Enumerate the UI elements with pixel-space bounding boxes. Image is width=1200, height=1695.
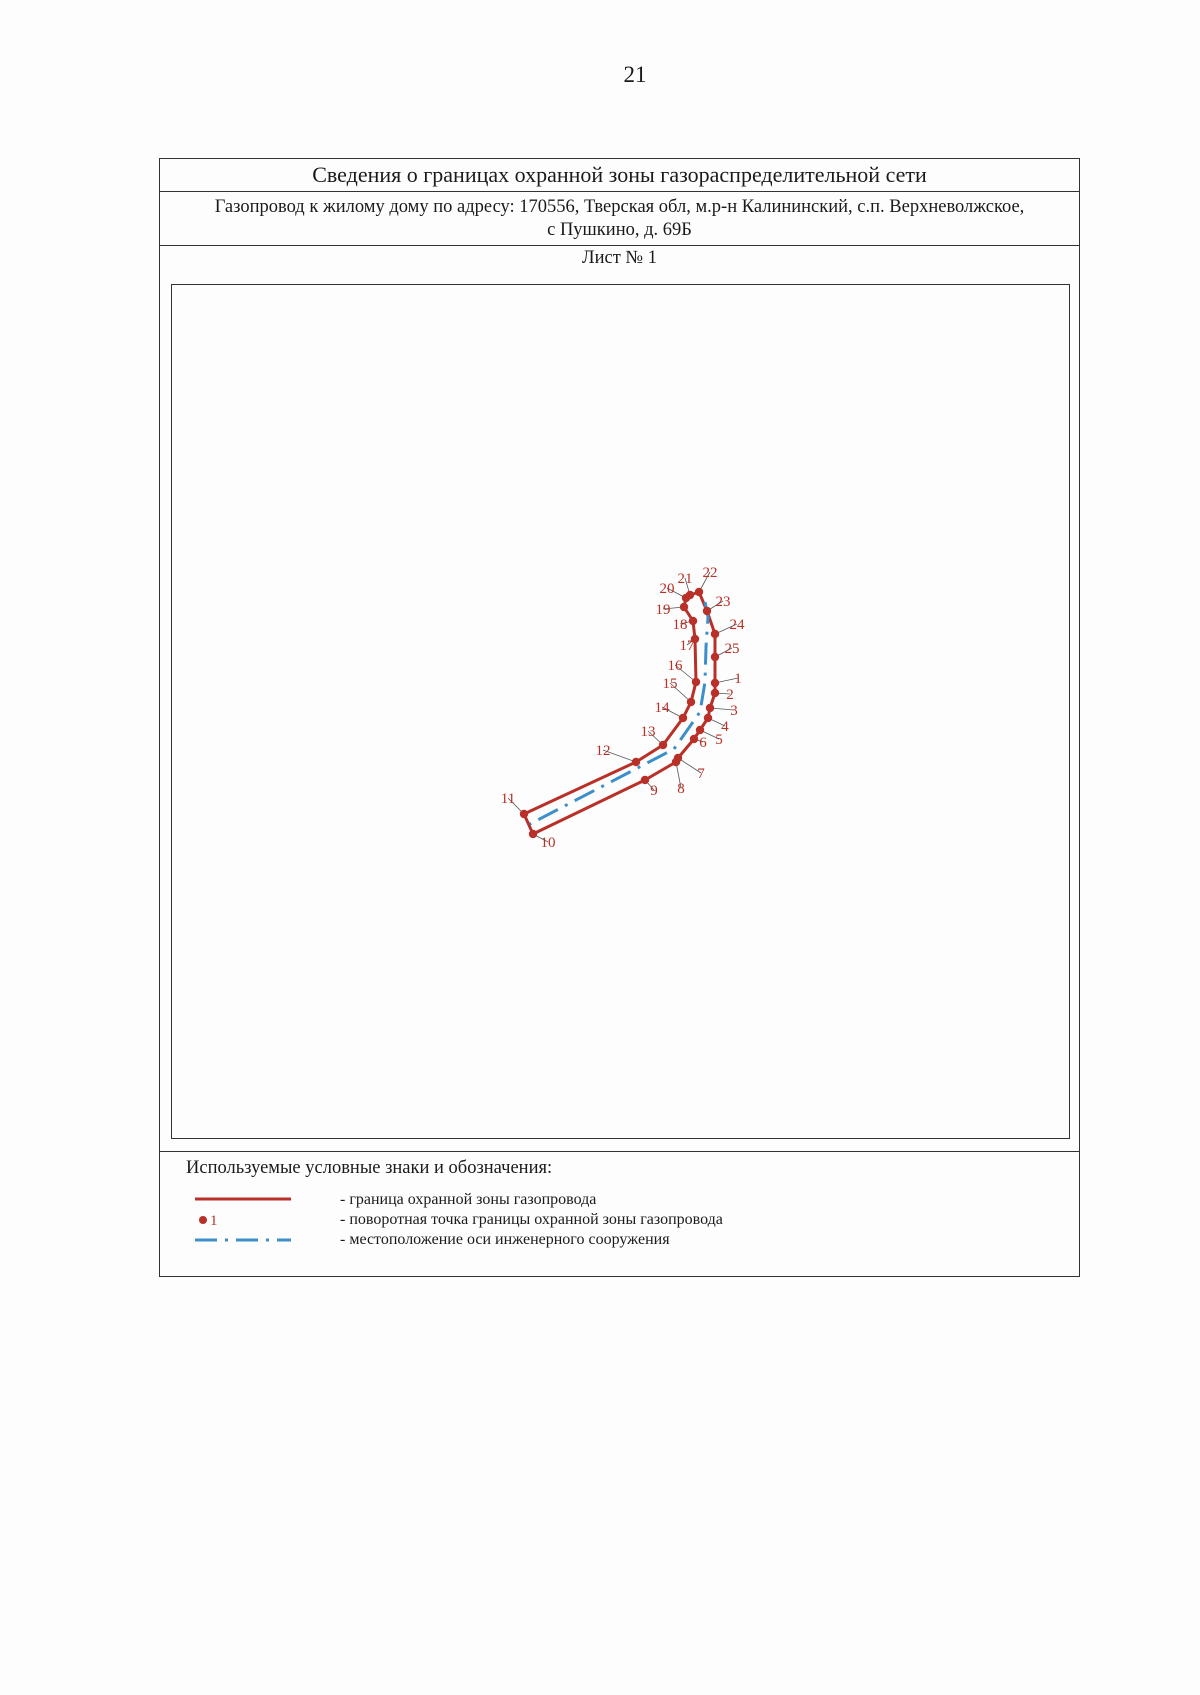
turn-point-label-9: 9 [650, 783, 658, 799]
turn-point-label-6: 6 [699, 735, 707, 751]
turn-point-label-15: 15 [662, 676, 678, 692]
turn-point-6 [690, 735, 698, 743]
turn-point-label-18: 18 [672, 617, 688, 633]
turn-point-label-19: 19 [655, 602, 671, 618]
turn-point-label-12: 12 [595, 743, 611, 759]
turn-point-18 [689, 617, 697, 625]
turn-point-10 [529, 830, 537, 838]
turn-point-label-13: 13 [640, 724, 656, 740]
turn-point-23 [703, 607, 711, 615]
map-frame [171, 284, 1070, 1139]
object-address-line-2: с Пушкино, д. 69Б [547, 220, 692, 240]
turn-point-label-10: 10 [540, 835, 556, 851]
turn-point-label-4: 4 [721, 719, 729, 735]
legend-item-turn-point [160, 1210, 1079, 1230]
turn-point-3 [706, 704, 714, 712]
object-address-line-1: Газопровод к жилому дому по адресу: 170556, Тверская обл, м.р-н Калининский, с.п. Верхневолжское, [214, 197, 1025, 217]
turn-point-21 [686, 591, 694, 599]
turn-point-12 [632, 758, 640, 766]
turn-point-14 [679, 714, 687, 722]
turn-point-label-24: 24 [729, 617, 745, 633]
document-title: Сведения о границах охранной зоны газораспределительной сети [160, 159, 1079, 192]
legend-text-axis: - местоположение оси инженерного сооружения [340, 1231, 670, 1248]
turn-point-label-16: 16 [667, 658, 683, 674]
turn-point-11 [520, 810, 528, 818]
object-description [160, 192, 1079, 246]
turn-point-label-20: 20 [659, 581, 675, 597]
turn-point-4 [704, 714, 712, 722]
turn-point-16 [692, 678, 700, 686]
turn-point-25 [711, 653, 719, 661]
turn-point-label-1: 1 [734, 671, 742, 687]
turn-point-8 [672, 758, 680, 766]
turn-point-label-22: 22 [702, 565, 718, 581]
turn-point-label-2: 2 [726, 687, 734, 703]
legend [160, 1151, 1079, 1278]
axis-line-symbol [193, 1230, 293, 1250]
turn-point-label-3: 3 [730, 703, 738, 719]
legend-heading: Используемые условные знаки и обозначения: [186, 1158, 553, 1178]
turn-point-19 [680, 603, 688, 611]
turn-point-label-7: 7 [697, 766, 705, 782]
turn-point-label-23: 23 [715, 594, 731, 610]
legend-text-boundary: - граница охранной зоны газопровода [340, 1191, 597, 1208]
legend-item-boundary [160, 1190, 1079, 1210]
turn-point-label-17: 17 [679, 638, 695, 654]
turn-point-label-25: 25 [724, 641, 740, 657]
turn-point-label-11: 11 [500, 791, 516, 807]
turn-point-1 [711, 679, 719, 687]
turn-point-label-8: 8 [677, 781, 685, 797]
turn-point-22 [695, 588, 703, 596]
turn-point-24 [711, 630, 719, 638]
boundary-line-symbol [193, 1190, 293, 1210]
turn-point-symbol [193, 1210, 293, 1230]
turn-point-label-14: 14 [654, 700, 670, 716]
legend-text-turn-point: - поворотная точка границы охранной зоны газопровода [340, 1211, 723, 1228]
turn-point-9 [641, 776, 649, 784]
legend-item-axis [160, 1230, 1079, 1250]
protection-zone-map [172, 285, 1069, 1138]
turn-point-2 [711, 689, 719, 697]
page-number: 21 [623, 62, 647, 87]
turn-point-15 [687, 698, 695, 706]
sheet-number: Лист № 1 [582, 248, 657, 268]
turn-point-label-21: 21 [677, 571, 693, 587]
turn-point-label-5: 5 [715, 732, 723, 748]
turn-point-symbol-label: 1 [210, 1213, 218, 1229]
turn-point-13 [659, 741, 667, 749]
document-frame [159, 158, 1080, 1277]
turn-point-5 [696, 726, 704, 734]
